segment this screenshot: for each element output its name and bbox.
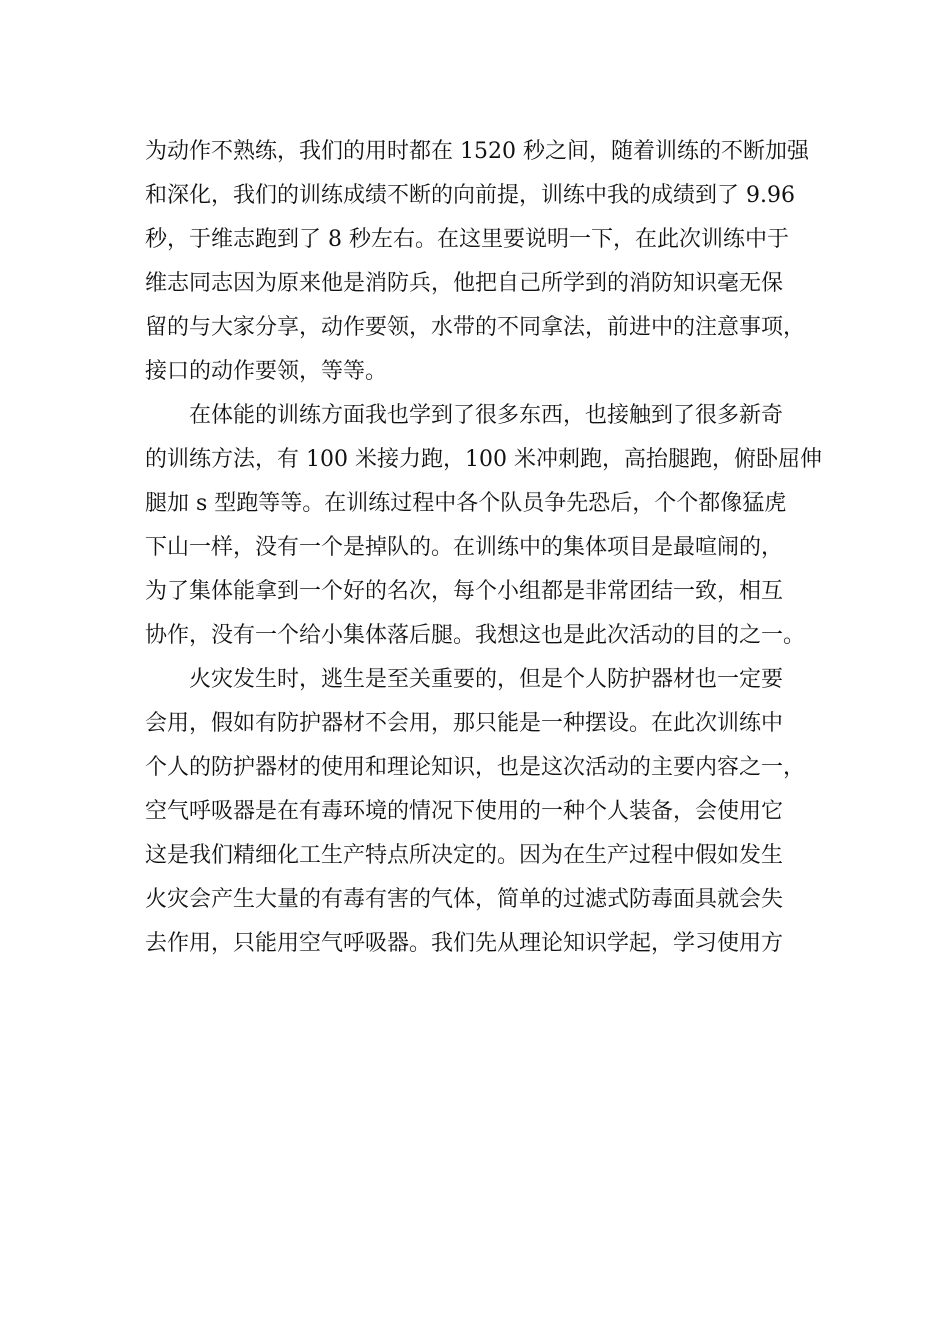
text-line: 的训练方法，有 100 米接力跑，100 米冲刺跑，高抬腿跑，俯卧屈伸 (145, 447, 822, 472)
paragraph-start-line: 在体能的训练方面我也学到了很多东西，也接触到了很多新奇 (189, 403, 784, 428)
paragraph-start-line: 火灾发生时，逃生是至关重要的，但是个人防护器材也一定要 (189, 667, 784, 692)
text-line: 为了集体能拿到一个好的名次，每个小组都是非常团结一致，相互 (145, 579, 784, 604)
text-line: 秒，于维志跑到了 8 秒左右。在这里要说明一下，在此次训练中于 (145, 227, 789, 252)
body-text (145, 130, 825, 966)
text-line: 留的与大家分享，动作要领，水带的不同拿法，前进中的注意事项， (145, 315, 806, 340)
text-line: 腿加 s 型跑等等。在训练过程中各个队员争先恐后，个个都像猛虎 (145, 491, 787, 516)
text-line: 火灾会产生大量的有毒有害的气体，简单的过滤式防毒面具就会失 (145, 887, 784, 912)
text-line: 接口的动作要领，等等。 (145, 359, 388, 384)
text-line: 个人的防护器材的使用和理论知识，也是这次活动的主要内容之一， (145, 755, 806, 780)
text-line: 下山一样，没有一个是掉队的。在训练中的集体项目是最喧闹的， (145, 535, 784, 560)
text-line: 会用，假如有防护器材不会用，那只能是一种摆设。在此次训练中 (145, 711, 784, 736)
text-line: 和深化，我们的训练成绩不断的向前提，训练中我的成绩到了 9.96 (145, 183, 795, 208)
text-line: 去作用，只能用空气呼吸器。我们先从理论知识学起，学习使用方 (145, 931, 784, 956)
text-line: 空气呼吸器是在有毒环境的情况下使用的一种个人装备，会使用它 (145, 799, 784, 824)
text-line: 维志同志因为原来他是消防兵，他把自己所学到的消防知识毫无保 (145, 271, 784, 296)
text-line: 这是我们精细化工生产特点所决定的。因为在生产过程中假如发生 (145, 843, 784, 868)
text-line: 为动作不熟练，我们的用时都在 1520 秒之间，随着训练的不断加强 (145, 139, 809, 164)
text-line: 协作，没有一个给小集体落后腿。我想这也是此次活动的目的之一。 (145, 623, 806, 648)
